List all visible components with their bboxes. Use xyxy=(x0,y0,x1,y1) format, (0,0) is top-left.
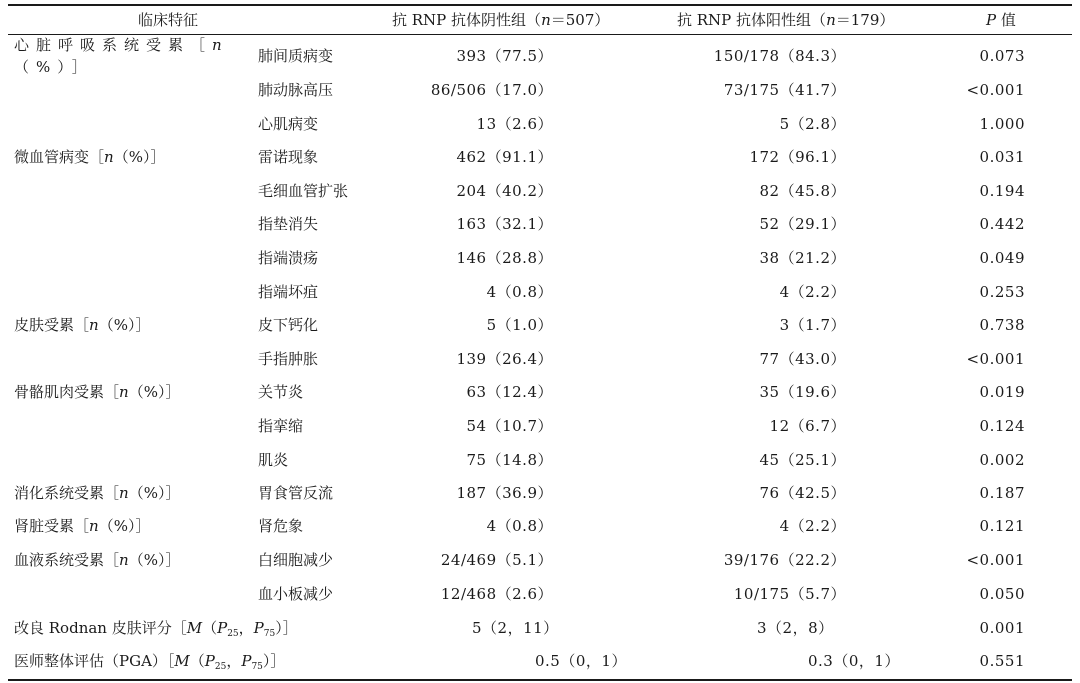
row-positive-value: 73/175（41.7） xyxy=(723,81,846,99)
score-rodnan-negative: 5（2，11） xyxy=(472,619,559,637)
row-positive-value: 76（42.5） xyxy=(759,484,846,502)
row-negative-value: 75（14.8） xyxy=(466,451,553,469)
row-p-value: 0.738 xyxy=(979,316,1025,334)
row-positive-value: 5（2.8） xyxy=(779,115,846,133)
row-negative-value: 4（0.8） xyxy=(486,517,553,535)
score-rodnan-positive: 3（2，8） xyxy=(757,619,834,637)
row-item: 肾危象 xyxy=(258,517,304,535)
row-p-value: 0.019 xyxy=(979,383,1025,401)
row-item: 肺动脉高压 xyxy=(258,81,334,99)
category-microvascular: 微血管病变［n（%）］ xyxy=(14,148,166,166)
row-item: 毛细血管扩张 xyxy=(258,182,349,200)
category-cardiopulmonary: 心脏呼吸系统受累［n（%）］ xyxy=(14,36,229,76)
row-p-value: 0.121 xyxy=(979,517,1025,535)
row-p-value: 0.187 xyxy=(979,484,1025,502)
category-renal: 肾脏受累［n（%）］ xyxy=(14,517,151,535)
score-pga-label: 医师整体评估$(PGA)[M(P_{25}$，$P_{75})]$ xyxy=(14,652,286,672)
row-item: 手指肿胀 xyxy=(258,350,319,368)
row-negative-value: 163（32.1） xyxy=(456,215,553,233)
row-p-value: 0.002 xyxy=(979,451,1025,469)
row-positive-value: 4（2.2） xyxy=(779,283,846,301)
row-item: 血小板减少 xyxy=(258,585,334,603)
table-bottom-rule xyxy=(8,679,1072,681)
row-negative-value: 54（10.7） xyxy=(466,417,553,435)
row-positive-value: 45（25.1） xyxy=(759,451,846,469)
header-positive-group: 抗 RNP 抗体阳性组（n＝179） xyxy=(677,11,895,29)
row-negative-value: 187（36.9） xyxy=(456,484,553,502)
row-item: 肺间质病变 xyxy=(258,47,334,65)
row-p-value: 0.442 xyxy=(979,215,1025,233)
score-rodnan-label: 改良 Rodnan 皮肤评分$[M(P_{25}$，$P_{75})]$ xyxy=(14,619,298,639)
row-p-value: 1.000 xyxy=(979,115,1025,133)
row-item: 胃食管反流 xyxy=(258,484,334,502)
score-rodnan-p-value: 0.001 xyxy=(979,619,1025,637)
score-pga-negative: 0.5（0，1） xyxy=(535,652,627,670)
row-positive-value: 4（2.2） xyxy=(779,517,846,535)
row-positive-value: 35（19.6） xyxy=(759,383,846,401)
row-p-value: 0.073 xyxy=(979,47,1025,65)
row-item: 指挛缩 xyxy=(258,417,304,435)
category-digestive: 消化系统受累［n（%）］ xyxy=(14,484,181,502)
row-negative-value: 13（2.6） xyxy=(476,115,553,133)
row-item: 雷诺现象 xyxy=(258,148,319,166)
row-p-value: <0.001 xyxy=(966,350,1025,368)
row-positive-value: 77（43.0） xyxy=(759,350,846,368)
row-item: 心肌病变 xyxy=(258,115,319,133)
row-item: 白细胞减少 xyxy=(258,551,334,569)
header-clinical: 临床特征 xyxy=(138,11,199,29)
row-positive-value: 150/178（84.3） xyxy=(713,47,846,65)
row-negative-value: 4（0.8） xyxy=(486,283,553,301)
row-negative-value: 393（77.5） xyxy=(456,47,553,65)
category-skin: 皮肤受累［n（%）］ xyxy=(14,316,151,334)
row-positive-value: 12（6.7） xyxy=(769,417,846,435)
row-positive-value: 3（1.7） xyxy=(779,316,846,334)
table-top-rule xyxy=(8,4,1072,6)
row-negative-value: 24/469（5.1） xyxy=(440,551,553,569)
row-item: 肌炎 xyxy=(258,451,289,469)
row-negative-value: 86/506（17.0） xyxy=(430,81,553,99)
row-item: 指端坏疽 xyxy=(258,283,319,301)
row-positive-value: 172（96.1） xyxy=(749,148,846,166)
row-positive-value: 10/175（5.7） xyxy=(733,585,846,603)
row-p-value: 0.124 xyxy=(979,417,1025,435)
row-positive-value: 52（29.1） xyxy=(759,215,846,233)
row-item: 关节炎 xyxy=(258,383,304,401)
row-positive-value: 82（45.8） xyxy=(759,182,846,200)
row-p-value: 0.050 xyxy=(979,585,1025,603)
row-negative-value: 462（91.1） xyxy=(456,148,553,166)
score-pga-p-value: 0.551 xyxy=(979,652,1025,670)
category-musculoskeletal: 骨骼肌肉受累［n（%）］ xyxy=(14,383,181,401)
row-positive-value: 39/176（22.2） xyxy=(723,551,846,569)
score-pga-positive: 0.3（0，1） xyxy=(808,652,900,670)
row-item: 指端溃疡 xyxy=(258,249,319,267)
row-item: 皮下钙化 xyxy=(258,316,319,334)
row-negative-value: 63（12.4） xyxy=(466,383,553,401)
row-negative-value: 204（40.2） xyxy=(456,182,553,200)
row-positive-value: 38（21.2） xyxy=(759,249,846,267)
row-negative-value: 5（1.0） xyxy=(486,316,553,334)
header-negative-group: 抗 RNP 抗体阴性组（n＝507） xyxy=(392,11,610,29)
row-p-value: 0.031 xyxy=(979,148,1025,166)
row-item: 指垫消失 xyxy=(258,215,319,233)
row-p-value: 0.253 xyxy=(979,283,1025,301)
row-p-value: 0.049 xyxy=(979,249,1025,267)
row-p-value: 0.194 xyxy=(979,182,1025,200)
row-negative-value: 12/468（2.6） xyxy=(440,585,553,603)
row-p-value: <0.001 xyxy=(966,81,1025,99)
row-p-value: <0.001 xyxy=(966,551,1025,569)
header-p-value: P 值 xyxy=(986,11,1016,29)
row-negative-value: 139（26.4） xyxy=(456,350,553,368)
category-hematologic: 血液系统受累［n（%）］ xyxy=(14,551,181,569)
row-negative-value: 146（28.8） xyxy=(456,249,553,267)
